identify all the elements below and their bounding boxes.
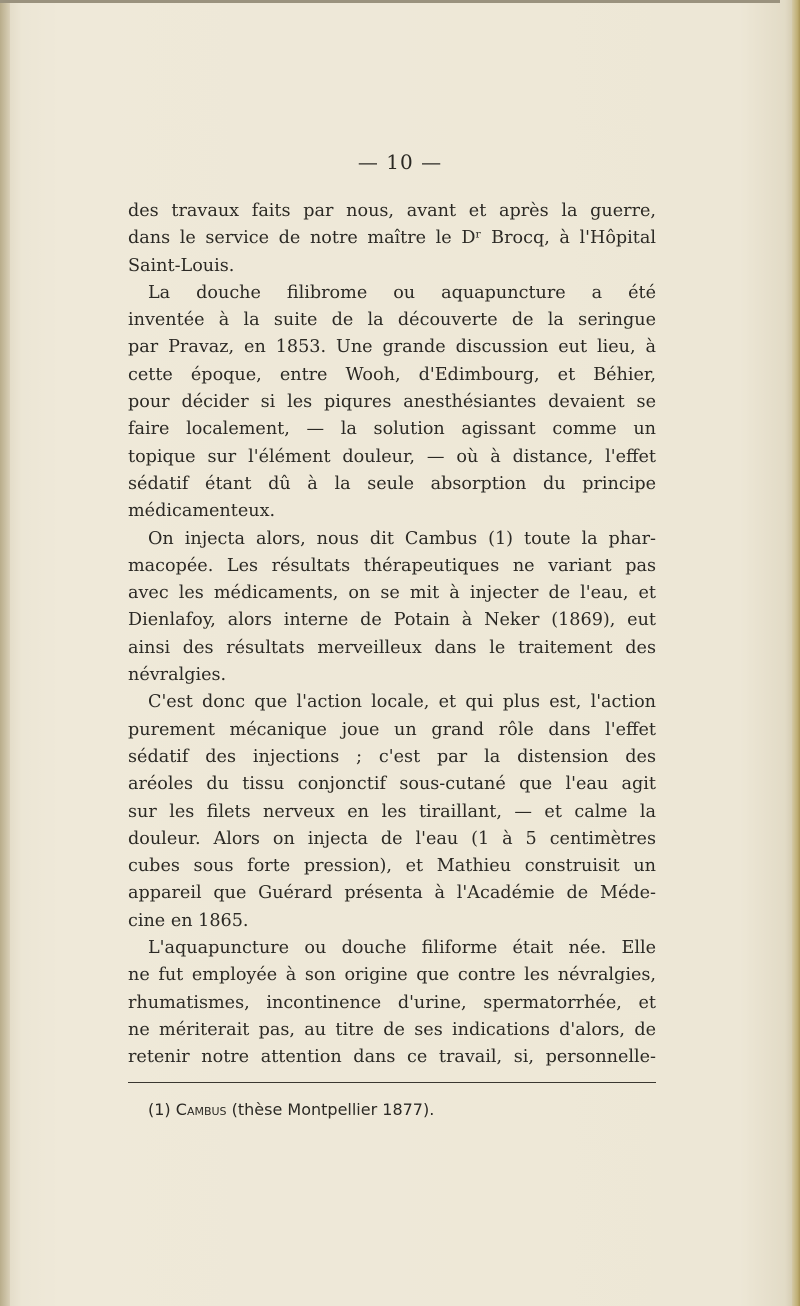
text-line: sédatif étant dû à la seule absorption du principe (128, 473, 656, 494)
text-line: ne mériterait pas, au titre de ses indications d'alors, de (128, 1019, 656, 1040)
text-line: par Pravaz, en 1853. Une grande discussion eut lieu, à (128, 337, 656, 358)
text-line: cine en 1865. (128, 910, 249, 931)
text-line: avec les médicaments, on se mit à injecter de l'eau, et (128, 583, 656, 604)
text-line: cette époque, entre Wooh, d'Edimbourg, et Béhier, (128, 364, 656, 385)
text-line: aréoles du tissu conjonctif sous-cutané que l'eau agit (128, 774, 656, 795)
text-line: Dienlafoy, alors interne de Potain à Neker (1869), eut (128, 610, 656, 631)
text-line: sur les filets nerveux en les tiraillant, — et calme la (128, 801, 656, 822)
text-line: médicamenteux. (128, 501, 276, 522)
text-line: ainsi des résultats merveilleux dans le traitement des (128, 637, 656, 658)
text-line: inventée à la suite de la découverte de la seringue (128, 310, 656, 331)
text-line: sédatif des injections ; c'est par la distension des (128, 746, 656, 767)
top-rule (0, 0, 780, 3)
page-right-edge (792, 0, 800, 1306)
text-line: On injecta alors, nous dit Cambus (1) toute la phar- (148, 528, 656, 549)
text-line: topique sur l'élément douleur, — où à distance, l'effet (128, 446, 656, 467)
text-line: C'est donc que l'action locale, et qui plus est, l'action (148, 692, 656, 713)
text-line: macopée. Les résultats thérapeutiques ne variant pas (128, 555, 656, 576)
text-line: douleur. Alors on injecta de l'eau (1 à 5 centimètres (128, 828, 656, 849)
body-text (128, 198, 656, 1072)
text-line: Saint-Louis. (128, 255, 235, 276)
footnote (148, 1100, 434, 1119)
text-line: appareil que Guérard présenta à l'Académie de Méde- (128, 883, 656, 904)
text-line: ne fut employée à son origine que contre les névralgies, (128, 965, 656, 986)
text-line: purement mécanique joue un grand rôle dans l'effet (128, 719, 656, 740)
footnote-text: (thèse Montpellier 1877). (231, 1100, 435, 1119)
text-line: faire localement, — la solution agissant comme un (128, 419, 656, 440)
text-line: L'aquapuncture ou douche filiforme était née. Elle (148, 938, 656, 959)
page-number-header: — 10 — (357, 150, 443, 174)
text-line: dans le service de notre maître le Dʳ Brocq, à l'Hôpital (128, 228, 656, 249)
footnote-author: Cambus (175, 1100, 227, 1119)
text-line: La douche filibrome ou aquapuncture a été (148, 282, 656, 303)
text-line: rhumatismes, incontinence d'urine, spermatorrhée, et (128, 992, 656, 1013)
footnote-marker: (1) (148, 1100, 171, 1119)
text-line: des travaux faits par nous, avant et après la guerre, (128, 201, 656, 221)
page-left-edge (0, 0, 10, 1306)
text-line: retenir notre attention dans ce travail, si, personnelle- (128, 1047, 656, 1068)
text-line: névralgies. (128, 665, 227, 686)
footnote-separator (128, 1082, 656, 1083)
text-line: pour décider si les piqures anesthésiantes devaient se (128, 392, 656, 413)
text-line: cubes sous forte pression), et Mathieu construisit un (128, 856, 656, 877)
